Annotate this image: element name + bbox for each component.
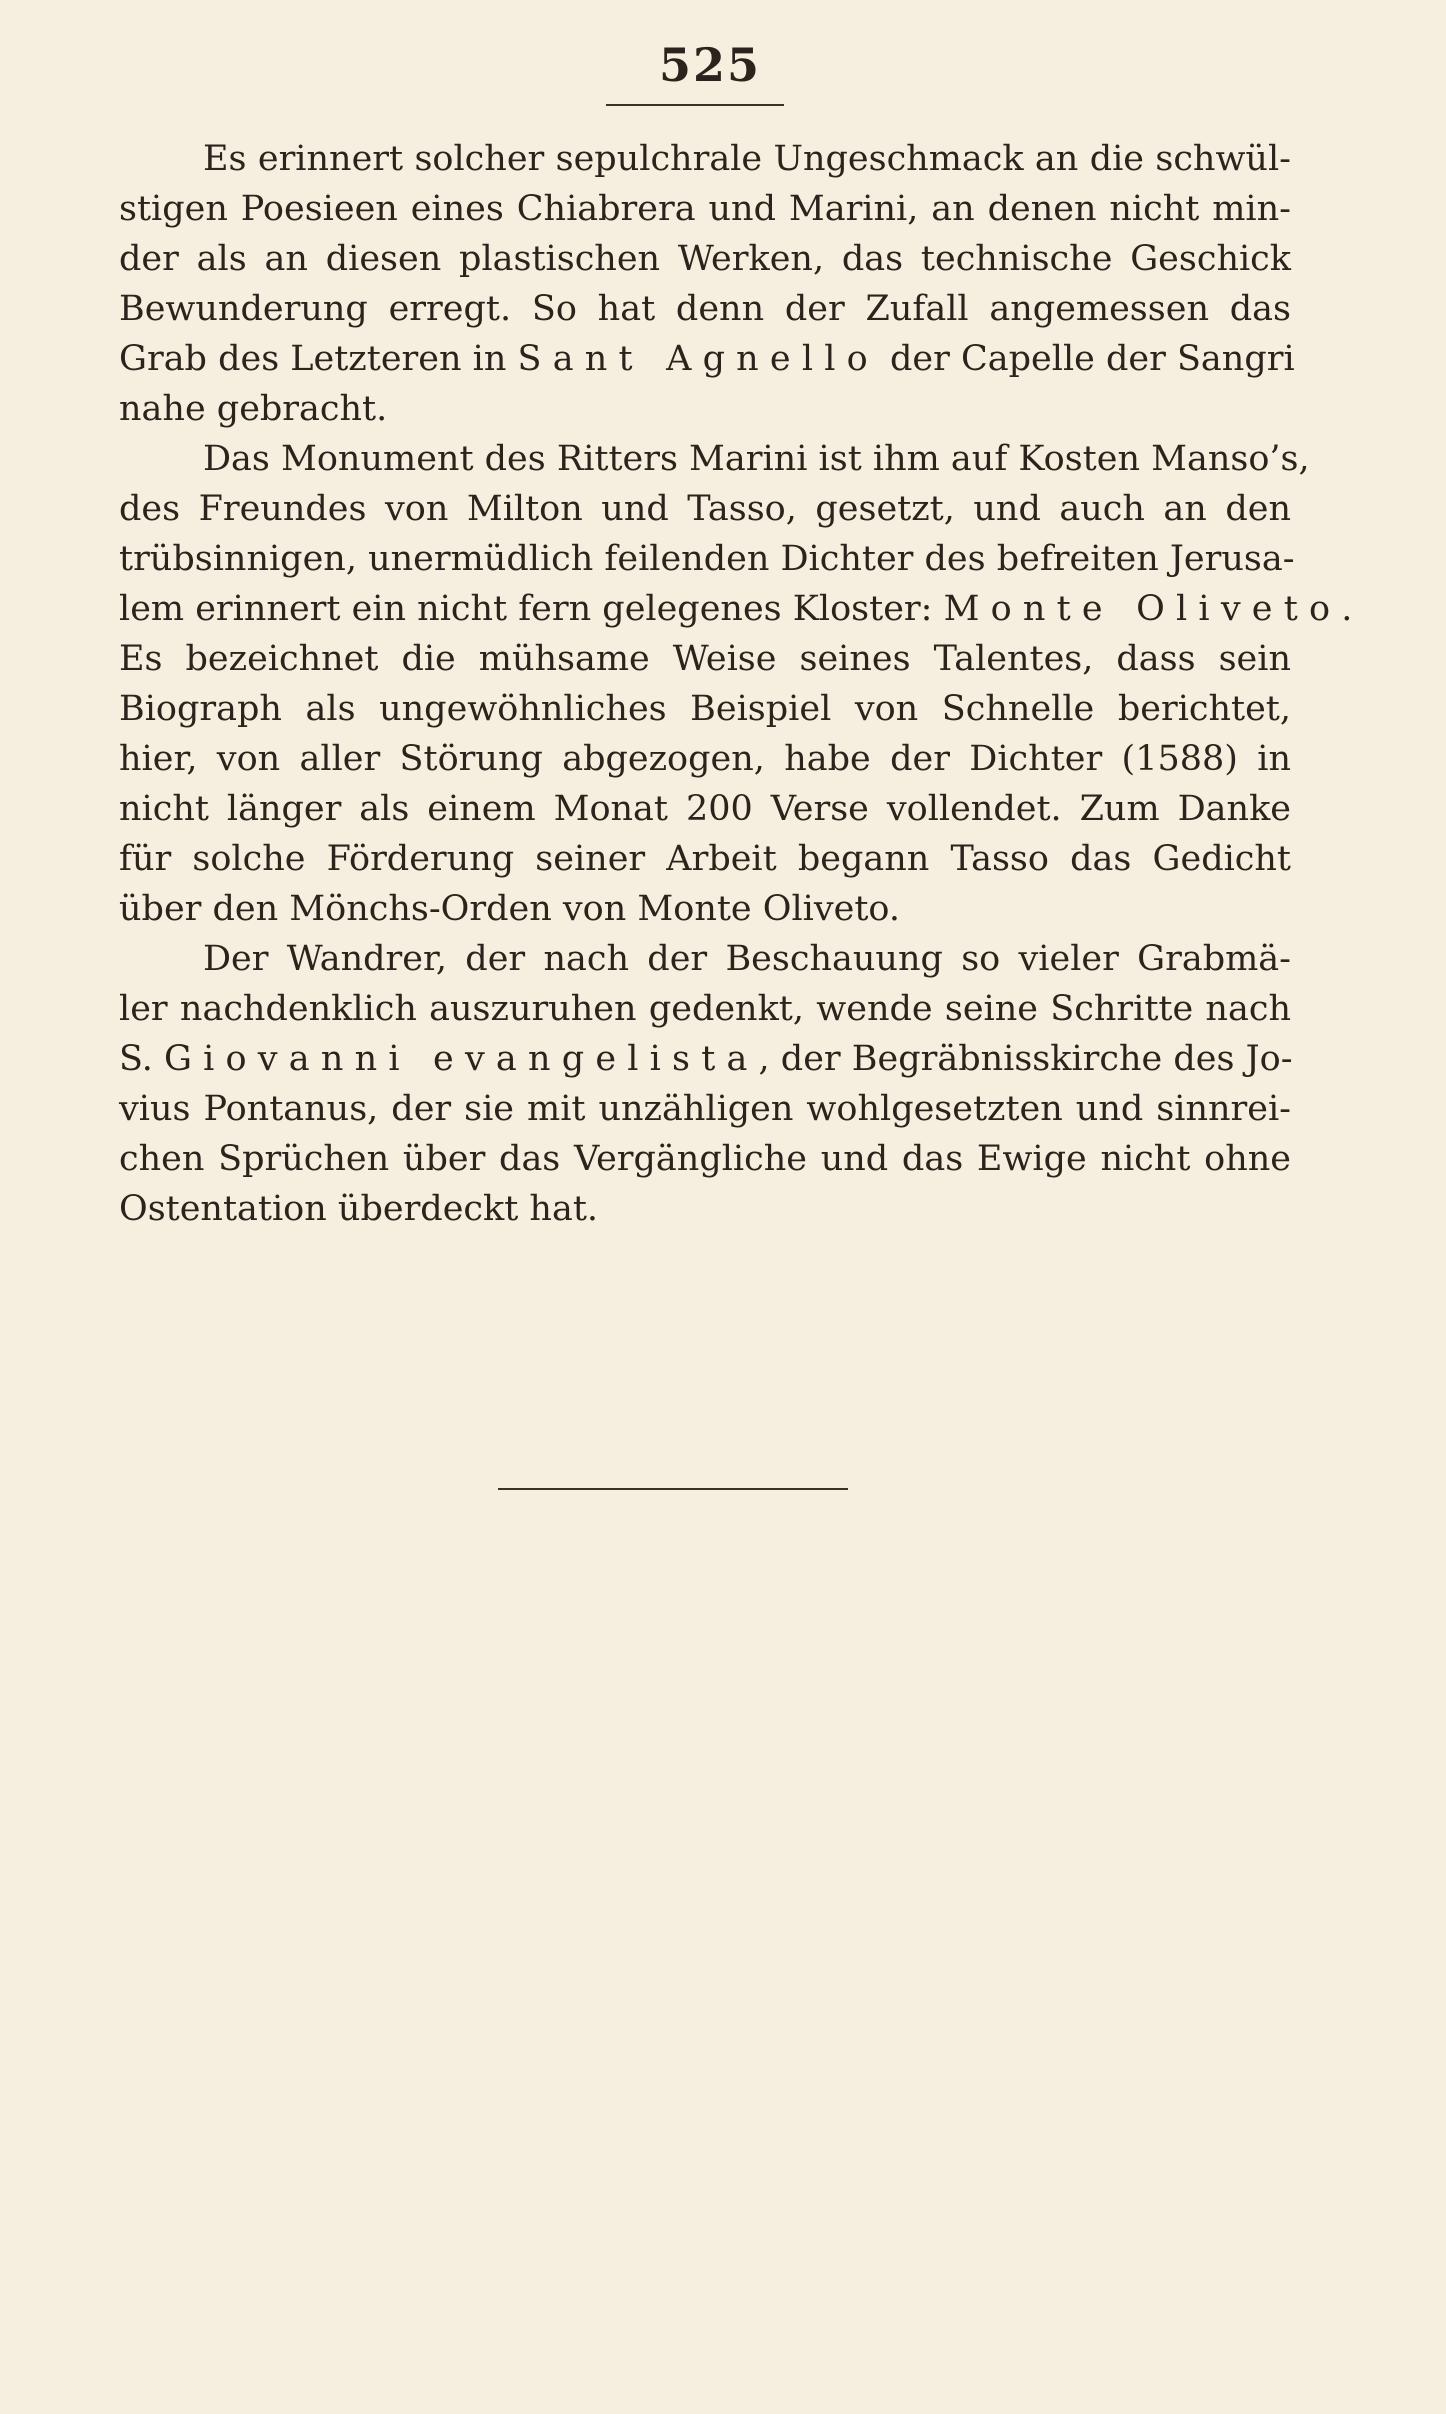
line-text: Bewunderung erregt. So hat denn der Zufall angemessen das bbox=[119, 289, 1291, 329]
text-line bbox=[119, 134, 1291, 184]
text-line bbox=[119, 784, 1291, 834]
text-line bbox=[119, 634, 1291, 684]
text-line bbox=[119, 334, 1295, 384]
text-line bbox=[119, 1184, 1291, 1234]
line-text: nicht länger als einem Monat 200 Verse vollendet. Zum Danke bbox=[119, 789, 1291, 829]
text-line bbox=[119, 534, 1295, 584]
line-text: des Freundes von Milton und Tasso, gesetzt, und auch an den bbox=[119, 489, 1291, 529]
closing-rule bbox=[498, 1488, 848, 1490]
page-number: 525 bbox=[658, 38, 762, 92]
text-line bbox=[119, 484, 1291, 534]
line-text: lem erinnert ein nicht fern gelegenes Kloster: bbox=[119, 589, 944, 629]
line-text: Das Monument des Ritters Marini ist ihm auf Kosten Manso’s, bbox=[203, 439, 1310, 479]
line-text: trübsinnigen, unermüdlich feilenden Dichter des befreiten Jerusa- bbox=[119, 539, 1295, 579]
line-text-tail: , der Begräbnisskirche des Jo- bbox=[758, 1039, 1293, 1079]
spaced-emphasis: Monte Oliveto bbox=[943, 589, 1342, 629]
line-text: nahe gebracht. bbox=[119, 389, 388, 429]
line-text: Der Wandrer, der nach der Beschauung so vieler Grabmä- bbox=[203, 939, 1291, 979]
text-line bbox=[119, 584, 1353, 634]
line-text-tail: . bbox=[1341, 589, 1353, 629]
line-text: Biograph als ungewöhnliches Beispiel von Schnelle berichtet, bbox=[119, 689, 1291, 729]
body-text bbox=[119, 134, 1353, 1234]
text-line bbox=[119, 1084, 1291, 1134]
line-text: Es bezeichnet die mühsame Weise seines Talentes, dass sein bbox=[119, 639, 1291, 679]
text-line bbox=[119, 384, 1291, 434]
line-text: Es erinnert solcher sepulchrale Ungeschmack an die schwül- bbox=[203, 139, 1291, 179]
line-text: stigen Poesieen eines Chiabrera und Marini, an denen nicht min- bbox=[119, 189, 1291, 229]
text-line bbox=[119, 184, 1291, 234]
text-line bbox=[119, 234, 1291, 284]
header-rule bbox=[606, 104, 784, 106]
text-line bbox=[119, 434, 1310, 484]
spaced-emphasis: Giovanni evangelista bbox=[163, 1039, 759, 1079]
line-text: für solche Förderung seiner Arbeit begann Tasso das Gedicht bbox=[119, 839, 1291, 879]
text-line bbox=[119, 934, 1291, 984]
line-text-tail: der Capelle der Sangri bbox=[878, 339, 1295, 379]
line-text: der als an diesen plastischen Werken, das technische Geschick bbox=[119, 239, 1291, 279]
line-text: chen Sprüchen über das Vergängliche und das Ewige nicht ohne bbox=[119, 1139, 1291, 1179]
text-line bbox=[119, 284, 1291, 334]
text-line bbox=[119, 734, 1291, 784]
text-line bbox=[119, 684, 1291, 734]
text-line bbox=[119, 834, 1291, 884]
line-text: Ostentation überdeckt hat. bbox=[119, 1189, 599, 1229]
text-line bbox=[119, 1134, 1291, 1184]
line-text: Grab des Letzteren in bbox=[119, 339, 518, 379]
text-line bbox=[119, 984, 1291, 1034]
line-text: hier, von aller Störung abgezogen, habe der Dichter (1588) in bbox=[119, 739, 1291, 779]
spaced-emphasis: Sant Agnello bbox=[517, 339, 879, 379]
line-text: über den Mönchs-Orden von Monte Oliveto. bbox=[119, 889, 900, 929]
text-line bbox=[119, 1034, 1291, 1084]
line-text: S. bbox=[119, 1039, 164, 1079]
line-text: vius Pontanus, der sie mit unzähligen wohlgesetzten und sinnrei- bbox=[119, 1089, 1291, 1129]
line-text: ler nachdenklich auszuruhen gedenkt, wende seine Schritte nach bbox=[119, 989, 1291, 1029]
text-line bbox=[119, 884, 1291, 934]
